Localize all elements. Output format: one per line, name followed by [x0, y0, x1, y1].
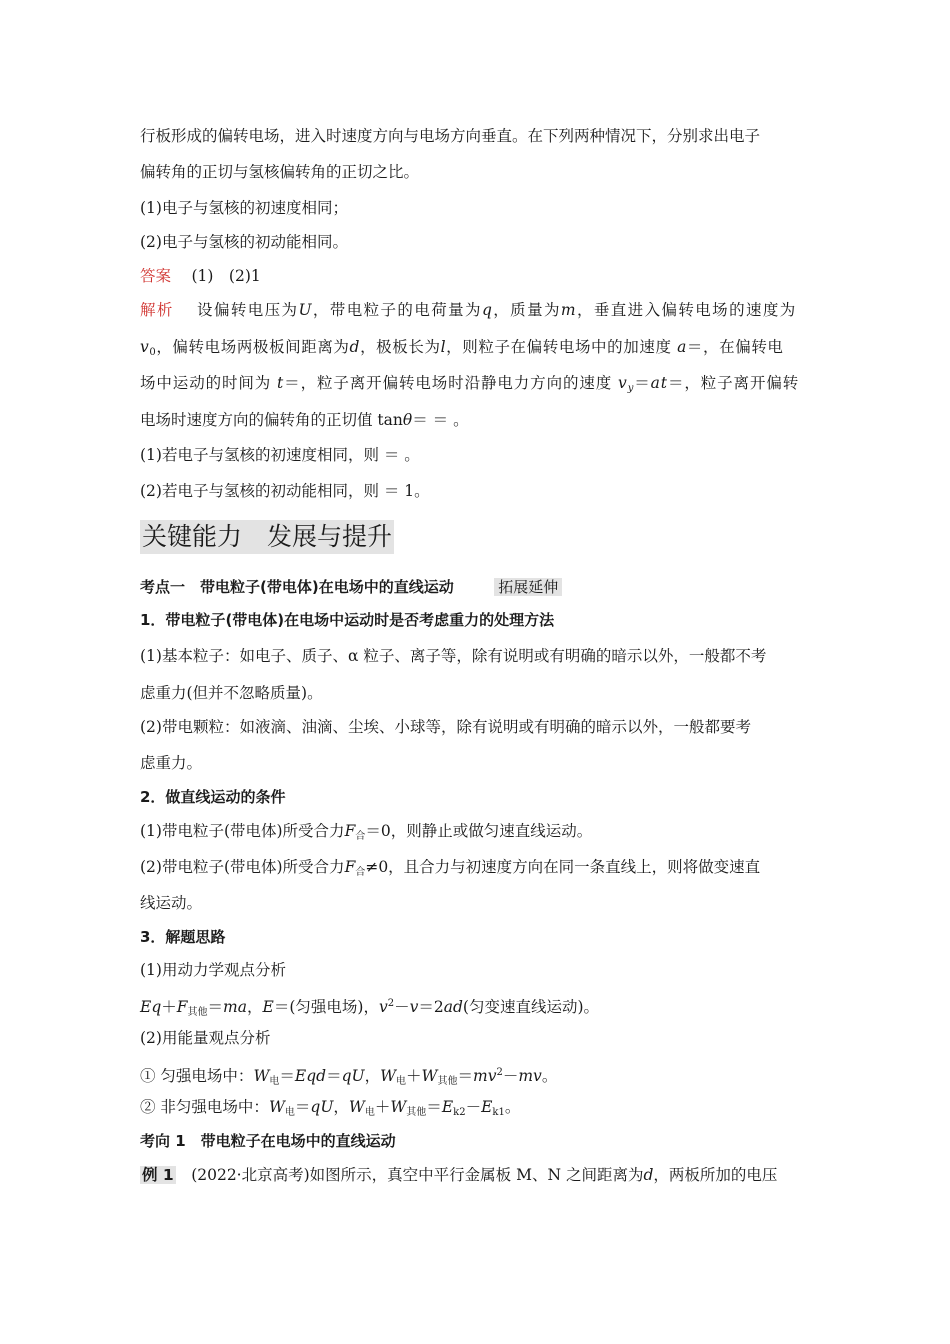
analysis-line-6: (2)若电子与氢核的初动能相同，则 ＝ 1。 [140, 482, 430, 500]
math-sub: 其他 [437, 1076, 458, 1087]
math-sub: 合 [355, 831, 366, 842]
subheading-3: 3．解题思路 [140, 928, 226, 946]
text-span: (匀变速直线运动)。 [462, 998, 600, 1016]
text-span: ＝ ＝ 。 [412, 411, 469, 429]
text-span: ＝，粒子离开偏转电场时沿静电力方向的速度 [284, 374, 613, 392]
math-var: U [298, 301, 313, 319]
paragraph-1b: 虑重力(但并不忽略质量)。 [140, 684, 323, 702]
math-var: qU [341, 1067, 365, 1085]
example-label: 例 1 [142, 1166, 174, 1184]
text-span: 场中运动的时间为 [140, 374, 272, 392]
analysis-line-5: (1)若电子与氢核的初速度相同，则 ＝ 。 [140, 446, 420, 464]
text-span: ，则粒子在偏转电场中的加速度 [446, 338, 672, 356]
math-sub: 电 [364, 1107, 375, 1118]
math-var: v [378, 998, 388, 1016]
answer-line [140, 265, 810, 287]
method-1: (1)用动力学观点分析 [140, 961, 286, 979]
subheading-1: 1．带电粒子(带电体)在电场中运动时是否考虑重力的处理方法 [140, 611, 555, 629]
math-var: θ [402, 411, 413, 429]
section-title: 关键能力 发展与提升 [140, 520, 394, 554]
text-span: (2)带电粒子(带电体)所受合力 [140, 858, 345, 876]
math-op: ＝ [207, 998, 224, 1016]
text-span: (2022·北京高考)如图所示，真空中平行金属板 M、N 之间距离为 [175, 1166, 644, 1184]
math-var: F [176, 998, 188, 1016]
paragraph-2a: (2)带电颗粒：如液滴、油滴、尘埃、小球等，除有说明或有明确的暗示以外，一般都要考 [140, 718, 751, 736]
math-var: m [560, 301, 577, 319]
math-sub: 电 [269, 1076, 280, 1087]
math-sub: k1 [492, 1107, 505, 1118]
math-sub: 0 [149, 347, 157, 358]
math-var: v [618, 374, 628, 392]
math-sup: 2 [387, 998, 395, 1009]
text-span: ， [247, 998, 263, 1016]
condition-2-cont: 线运动。 [140, 894, 203, 912]
text-span: 。 [541, 1067, 558, 1085]
analysis-line-2 [140, 336, 810, 364]
problem-part-2: (2)电子与氢核的初动能相同。 [140, 233, 348, 251]
text-span: ， [364, 1067, 381, 1085]
text-span: ，极板长为 [360, 338, 441, 356]
math-var: v [140, 338, 150, 356]
analysis-label: 解析 [140, 301, 174, 319]
paragraph-1a: (1)基本粒子：如电子、质子、α 粒子、离子等，除有说明或有明确的暗示以外，一般都不考 [140, 647, 767, 665]
text-span: ，垂直进入偏转电场的速度为 [576, 301, 797, 319]
math-op: ＝2 [418, 998, 444, 1016]
math-op: ＝ [426, 1098, 442, 1116]
math-var: E [262, 998, 274, 1016]
math-var: W [253, 1067, 270, 1085]
text-span: ，两板所加的电压 [653, 1166, 778, 1184]
math-op: ＋ [161, 998, 177, 1016]
math-sub: 其他 [187, 1007, 208, 1018]
math-var: v [409, 998, 419, 1016]
math-op: ＝ [326, 1067, 342, 1085]
math-var: qU [310, 1098, 334, 1116]
math-op: － [394, 998, 410, 1016]
math-var: l [440, 338, 447, 356]
text-span: ， [333, 1098, 349, 1116]
math-sub: y [627, 383, 635, 394]
math-var: E [481, 1098, 493, 1116]
text-span: 设偏转电压为 [197, 301, 299, 319]
topic-heading [140, 576, 810, 598]
math-var: t [277, 374, 285, 392]
math-op: ＝ [457, 1067, 473, 1085]
math-var: F [344, 822, 356, 840]
paragraph-2b: 虑重力。 [140, 754, 203, 772]
text-span: ，带电粒子的电荷量为 [312, 301, 482, 319]
math-var: q [481, 301, 494, 319]
problem-part-1: (1)电子与氢核的初速度相同； [140, 199, 348, 217]
math-op: － [465, 1098, 482, 1116]
method-2: (2)用能量观点分析 [140, 1029, 271, 1047]
math-var: W [348, 1098, 365, 1116]
answer-label: 答案 [140, 267, 172, 285]
subheading-2: 2．做直线运动的条件 [140, 788, 286, 806]
text-span: ② 非匀强电场中： [140, 1098, 269, 1116]
math-var: W [380, 1067, 397, 1085]
direction-heading: 考向 1 带电粒子在电场中的直线运动 [140, 1132, 396, 1150]
math-sub: 其他 [406, 1107, 427, 1118]
formula-dynamics [140, 993, 810, 1024]
math-var: W [268, 1098, 285, 1116]
text-span: (1)带电粒子(带电体)所受合力 [140, 822, 345, 840]
text-span: 。 [504, 1098, 521, 1116]
text-span: ① 匀强电场中： [140, 1067, 254, 1085]
text-span: ＝ [634, 374, 651, 392]
math-var: W [390, 1098, 407, 1116]
text-span: ，偏转电场两极板间距离为 [156, 338, 350, 356]
text-span: ＝，粒子离开偏转 [667, 374, 800, 392]
answer-value: (1) (2)1 [191, 267, 261, 285]
math-var: W [421, 1067, 438, 1085]
math-var: ad [443, 998, 463, 1016]
math-var: at [650, 374, 668, 392]
math-var: mv [518, 1067, 542, 1085]
math-var: ma [223, 998, 247, 1016]
text-span: 电场时速度方向的偏转角的正切值 tan [140, 411, 403, 429]
math-op: ＋ [374, 1098, 391, 1116]
math-sub: 合 [355, 867, 366, 878]
math-var: d [643, 1166, 654, 1184]
math-op: ＋ [406, 1067, 422, 1085]
math-var: Eqd [294, 1067, 327, 1085]
analysis-line-4 [140, 409, 810, 431]
math-var: mv [473, 1067, 497, 1085]
math-var: Eq [140, 998, 162, 1016]
math-sup: 2 [496, 1067, 503, 1078]
math-var: d [349, 338, 361, 356]
text-span: ＝0，则静止或做匀速直线运动。 [365, 822, 593, 840]
math-sub: 电 [396, 1076, 407, 1087]
math-var: F [344, 858, 356, 876]
condition-2 [140, 856, 810, 884]
example-line [140, 1164, 810, 1186]
math-op: ＝ [279, 1067, 295, 1085]
problem-line-2: 偏转角的正切与氢核偏转角的正切之比。 [140, 163, 420, 181]
text-span: ，质量为 [493, 301, 561, 319]
condition-1 [140, 820, 810, 848]
problem-line-1: 行板形成的偏转电场，进入时速度方向与电场方向垂直。在下列两种情况下，分别求出电子 [140, 127, 761, 145]
text-span: ≠0，且合力与初速度方向在同一条直线上，则将做变速直 [365, 858, 761, 876]
formula-nonuniform-field [140, 1096, 810, 1124]
math-var: a [677, 338, 687, 356]
math-sub: 电 [284, 1107, 295, 1118]
analysis-line-3 [140, 372, 810, 400]
math-sub: k2 [453, 1107, 466, 1118]
text-span: ＝，在偏转电 [686, 338, 784, 356]
analysis-line-1 [140, 299, 810, 321]
math-op: － [502, 1067, 519, 1085]
math-op: ＝ [294, 1098, 311, 1116]
math-var: E [441, 1098, 454, 1116]
text-span: ＝(匀强电场)， [273, 998, 379, 1016]
topic-tag: 拓展延伸 [494, 578, 562, 596]
topic-title: 考点一 带电粒子(带电体)在电场中的直线运动 [140, 578, 454, 596]
formula-uniform-field [140, 1062, 810, 1093]
